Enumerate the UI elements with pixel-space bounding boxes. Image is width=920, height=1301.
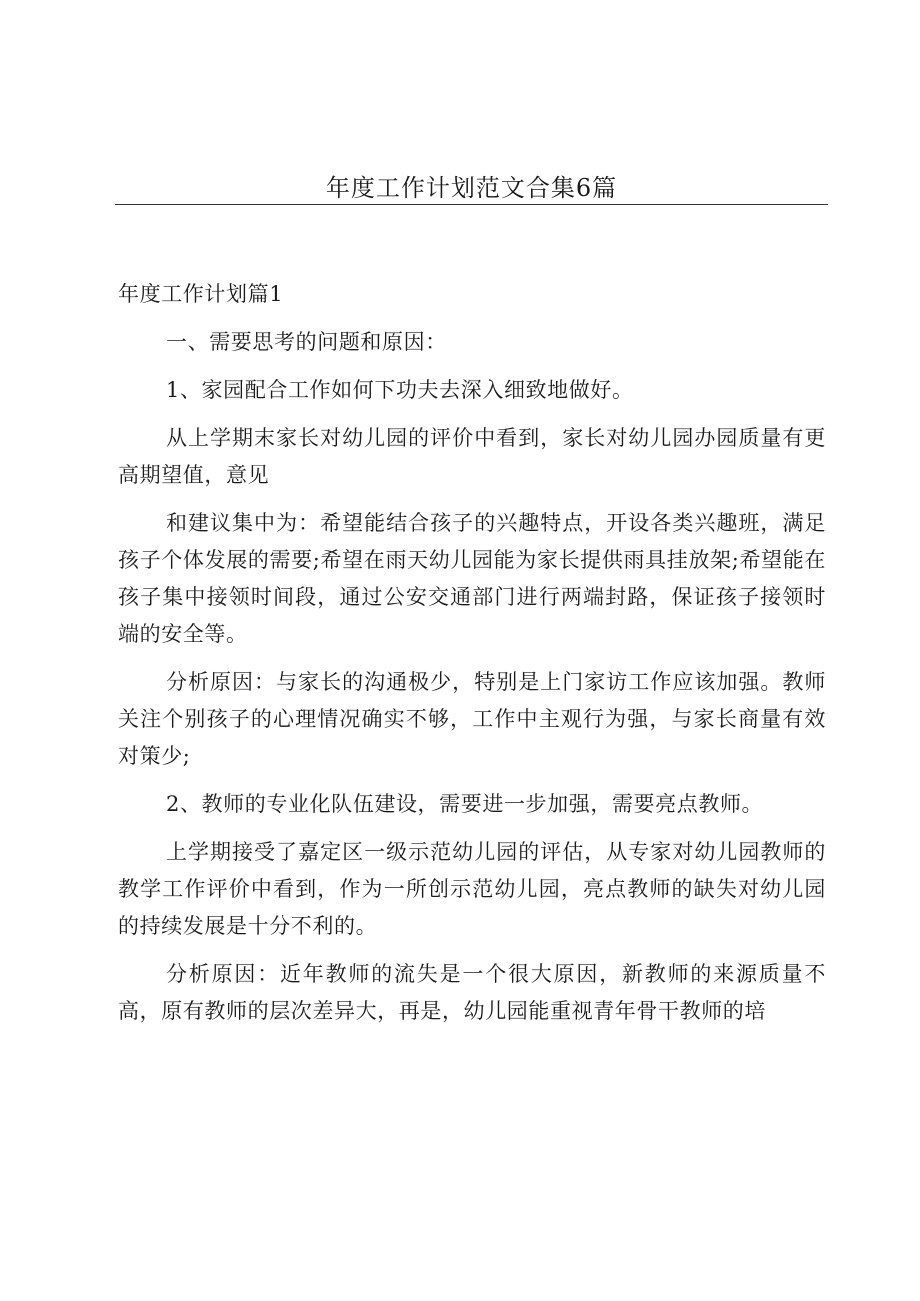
paragraph: 从上学期末家长对幼儿园的评价中看到，家长对幼儿园办园质量有更高期望值，意见	[118, 426, 826, 487]
paragraph: 分析原因：与家长的沟通极少，特别是上门家访工作应该加强。教师关注个别孩子的心理情况确实不够，工作中主观行为强，与家长商量有效对策少;	[118, 670, 826, 768]
document-title: 年度工作计划范文合集6篇	[325, 174, 618, 202]
paragraph: 分析原因：近年教师的流失是一个很大原因，新教师的来源质量不高，原有教师的层次差异大，再是，幼儿园能重视青年骨干教师的培	[118, 962, 826, 1023]
section-heading: 年度工作计划篇1	[118, 282, 284, 306]
paragraph: 上学期接受了嘉定区一级示范幼儿园的评估，从专家对幼儿园教师的教学工作评价中看到，作为一所创示范幼儿园，亮点教师的缺失对幼儿园的持续发展是十分不利的。	[118, 840, 826, 938]
paragraph: 一、需要思考的问题和原因：	[166, 330, 447, 354]
title-underline	[115, 204, 828, 205]
paragraph: 和建议集中为：希望能结合孩子的兴趣特点，开设各类兴趣班，满足孩子个体发展的需要;希望在雨天幼儿园能为家长提供雨具挂放架;希望能在孩子集中接领时间段，通过公安交通部门进行两端封路，保证孩子接领时端的安全等。	[118, 511, 826, 646]
document-body	[118, 276, 826, 1041]
paragraph: 1、家园配合工作如何下功夫去深入细致地做好。	[166, 378, 634, 402]
paragraph: 2、教师的专业化队伍建设，需要进一步加强，需要亮点教师。	[166, 792, 764, 816]
